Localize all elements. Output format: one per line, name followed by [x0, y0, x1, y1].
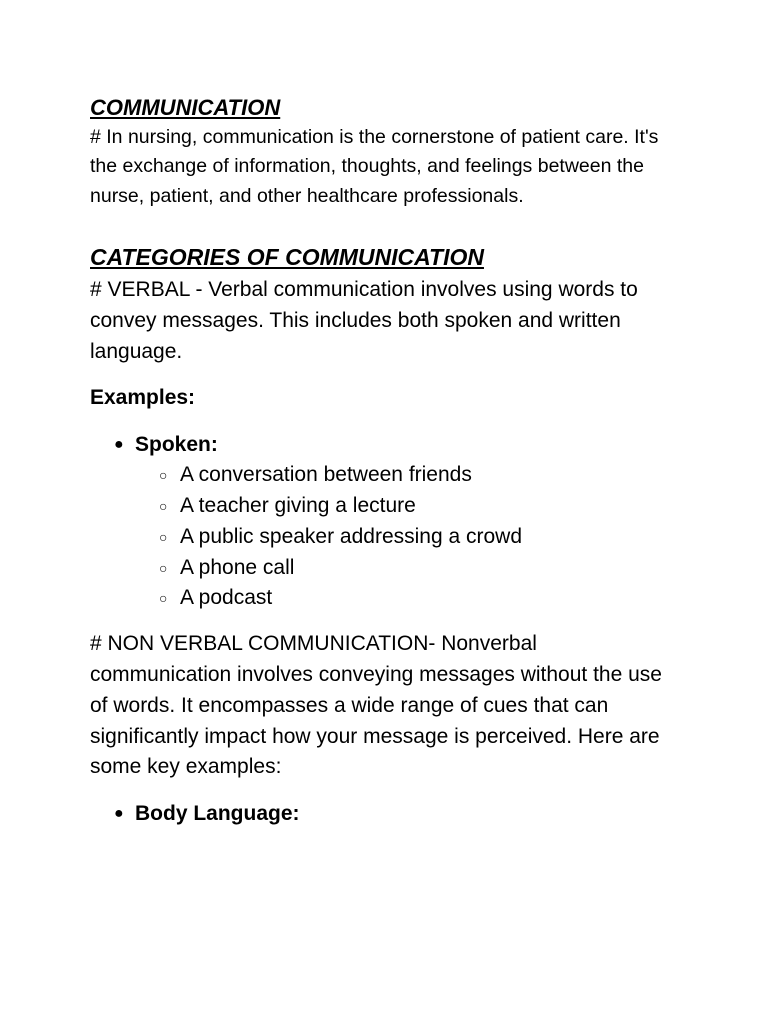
list-item: [135, 553, 680, 584]
circle-bullet-icon: ○: [159, 559, 168, 576]
circle-bullet-icon: ○: [159, 590, 168, 607]
list-item: [135, 583, 680, 614]
examples-list: [90, 429, 680, 614]
document-page: [90, 93, 680, 829]
spacer: [90, 367, 680, 383]
list-item: [135, 522, 680, 553]
spacer: [90, 211, 680, 242]
list-item-text: A public speaker addressing a crowd: [180, 524, 523, 548]
examples-label: Examples:: [90, 386, 196, 410]
bullet-icon: ●: [114, 805, 124, 823]
list-item-spoken: [90, 429, 680, 614]
verbal-paragraph: # VERBAL - Verbal communication involves using words to convey messages. This includes both spoken and written language.: [90, 278, 638, 364]
list-item: [135, 460, 680, 491]
circle-bullet-icon: ○: [159, 528, 168, 545]
heading-categories: CATEGORIES OF COMMUNICATION: [90, 244, 484, 271]
list-item-text: A conversation between friends: [180, 463, 472, 487]
nonverbal-list: [90, 798, 680, 829]
heading-communication: COMMUNICATION: [90, 95, 281, 120]
spacer: [90, 783, 680, 798]
spacer: [90, 413, 680, 429]
list-item-label: Body Language:: [135, 802, 300, 826]
list-item-text: A teacher giving a lecture: [180, 494, 416, 518]
circle-bullet-icon: ○: [159, 498, 168, 515]
list-item-text: A podcast: [180, 586, 273, 610]
list-item-label: Spoken:: [135, 433, 218, 457]
circle-bullet-icon: ○: [159, 467, 168, 484]
spoken-sublist: [135, 460, 680, 614]
nonverbal-paragraph: # NON VERBAL COMMUNICATION- Nonverbal communication involves conveying messages without the use of words. It encompasses a wide range of cues that can significantly impact how your message is perceived. Here are some key examples:: [90, 632, 662, 779]
intro-paragraph: # In nursing, communication is the cornerstone of patient care. It's the exchange of information, thoughts, and feelings between the nurse, patient, and other healthcare professionals.: [90, 126, 659, 207]
list-item: [135, 491, 680, 522]
spacer: [90, 614, 680, 629]
bullet-icon: ●: [114, 436, 124, 454]
list-item-body-language: [90, 798, 680, 829]
list-item-text: A phone call: [180, 555, 295, 579]
